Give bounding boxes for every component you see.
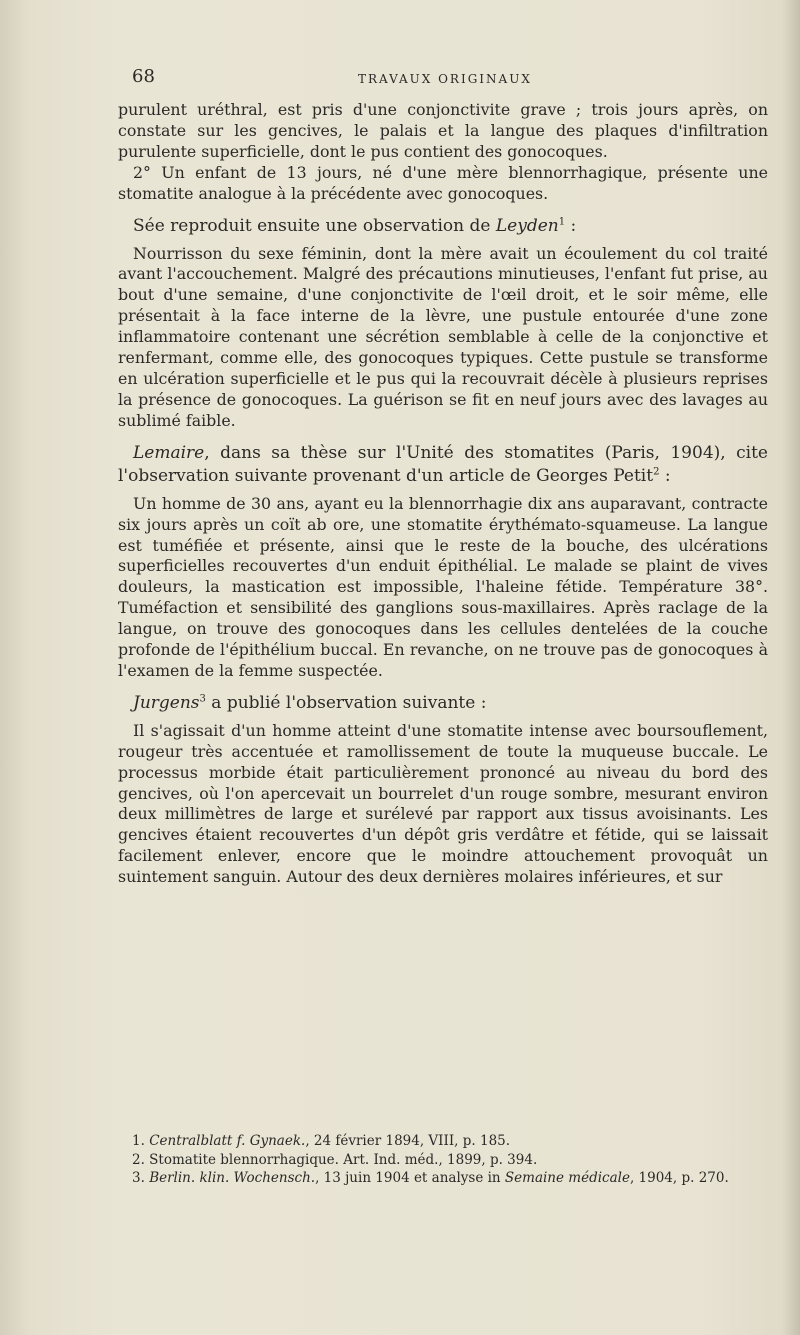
paragraph-see-intro (118, 215, 768, 238)
footnote-ref-3: 3 (199, 693, 206, 705)
footnotes (110, 1132, 770, 1188)
page-edge-shadow (782, 0, 800, 1335)
author-lemaire: Lemaire (133, 442, 205, 463)
see-intro-text: Sée reproduit ensuite une observation de (133, 215, 491, 236)
page-body (118, 100, 768, 888)
running-head: TRAVAUX ORIGINAUX (358, 72, 532, 86)
footnote-3 (110, 1169, 770, 1188)
footnote-ref-1: 1 (558, 215, 566, 227)
footnote-3-end: , 1904, p. 270. (629, 1170, 729, 1187)
lemaire-intro-text: , dans sa thèse sur l'Unité des stomatites (Paris, 1904), cite l'observation suivante provenant d'un article de Georges Petit (118, 442, 768, 486)
author-jurgens: Jurgens (133, 692, 200, 713)
paragraph-lemaire-intro (118, 442, 768, 488)
paragraph-continuation: purulent uréthral, est pris d'une conjonctivite grave ; trois jours après, on constate sur les gencives, le palais et la langue des plaques d'infiltration purulente superficielle, dont le pus contient des gonocoques. (118, 100, 768, 161)
page-header (132, 66, 762, 92)
jurgens-intro-text: a publié l'observation suivante : (205, 692, 487, 713)
page-number: 68 (132, 66, 155, 87)
footnote-3-num: 3. (132, 1170, 145, 1187)
footnote-3-journal: Berlin. klin. Wochensch. (149, 1170, 316, 1187)
footnote-1-journal: Centralblatt f. Gynaek. (149, 1133, 306, 1149)
footnote-1-num: 1. (132, 1133, 145, 1149)
paragraph-petit-case: Un homme de 30 ans, ayant eu la blennorrhagie dix ans auparavant, contracte six jours après un coït ab ore, une stomatite érythémato-squameuse. La langue est tuméfiée et présente, ainsi que le reste de la bouche, des ulcérations superficielles recouvertes d'un enduit épithélial. Le malade se plaint de vives douleurs, la mastication est impossible, l'haleine fétide. Température 38°. Tuméfaction et sensibilité des ganglions sous-maxillaires. Après raclage de la langue, on trouve des gonocoques dans les cellules dentelées de la couche profonde de l'épithélium buccal. En revanche, on ne trouve pas de gonocoques à l'examen de la femme suspectée. (118, 493, 768, 680)
paragraph-jurgens-intro (118, 692, 768, 715)
footnote-2: 2. Stomatite blennorrhagique. Art. Ind. méd., 1899, p. 394. (132, 1151, 538, 1168)
footnote-3-mid: , 13 juin 1904 et analyse in (315, 1170, 505, 1187)
paragraph-jurgens-case: Il s'agissait d'un homme atteint d'une stomatite intense avec boursouflement, rougeur très accentuée et ramollissement de toute la muqueuse buccale. Le processus morbide était particulièrement prononcé au niveau du bord des gencives, où l'on apercevait un bourrelet d'un rouge sombre, mesurant environ deux millimètres de large et surélevé par rapport aux tissus avoisinants. Les gencives étaient recouvertes d'un dépôt gris verdâtre et fétide, qui se laissait facilement enlever, encore que le moindre attouchement provoquât un suintement sanguin. Autour des deux dernières molaires inférieures, et sur (118, 720, 768, 887)
footnote-1 (110, 1132, 770, 1151)
paragraph-case-2: 2° Un enfant de 13 jours, né d'une mère blennorrhagique, présente une stomatite analogue à la précédente avec gonocoques. (118, 162, 768, 203)
footnote-ref-2: 2 (653, 466, 660, 478)
lemaire-intro-end: : (659, 465, 671, 486)
see-intro-end: : (565, 215, 577, 236)
footnote-3-source: Semaine médicale (504, 1170, 630, 1187)
paragraph-leyden-case: Nourrisson du sexe féminin, dont la mère avait un écoulement du col traité avant l'accouchement. Malgré des précautions minutieuses, l'enfant fut prise, au bout d'une semaine, d'une conjonctivite de l'œil droit, et le soir même, elle présentait à la face interne de la lèvre, une pustule entourée d'une zone inflammatoire contenant une sécrétion semblable à celle de la conjonctive et renfermant, comme elle, des gonocoques typiques. Cette pustule se transforme en ulcération superficielle et le pus qui la recouvrait décèle à plusieurs reprises la présence de gonocoques. La guérison se fit en neuf jours avec des lavages au sublimé faible. (118, 243, 768, 430)
footnote-1-rest: , 24 février 1894, VIII, p. 185. (305, 1133, 511, 1149)
author-leyden: Leyden (495, 215, 559, 236)
